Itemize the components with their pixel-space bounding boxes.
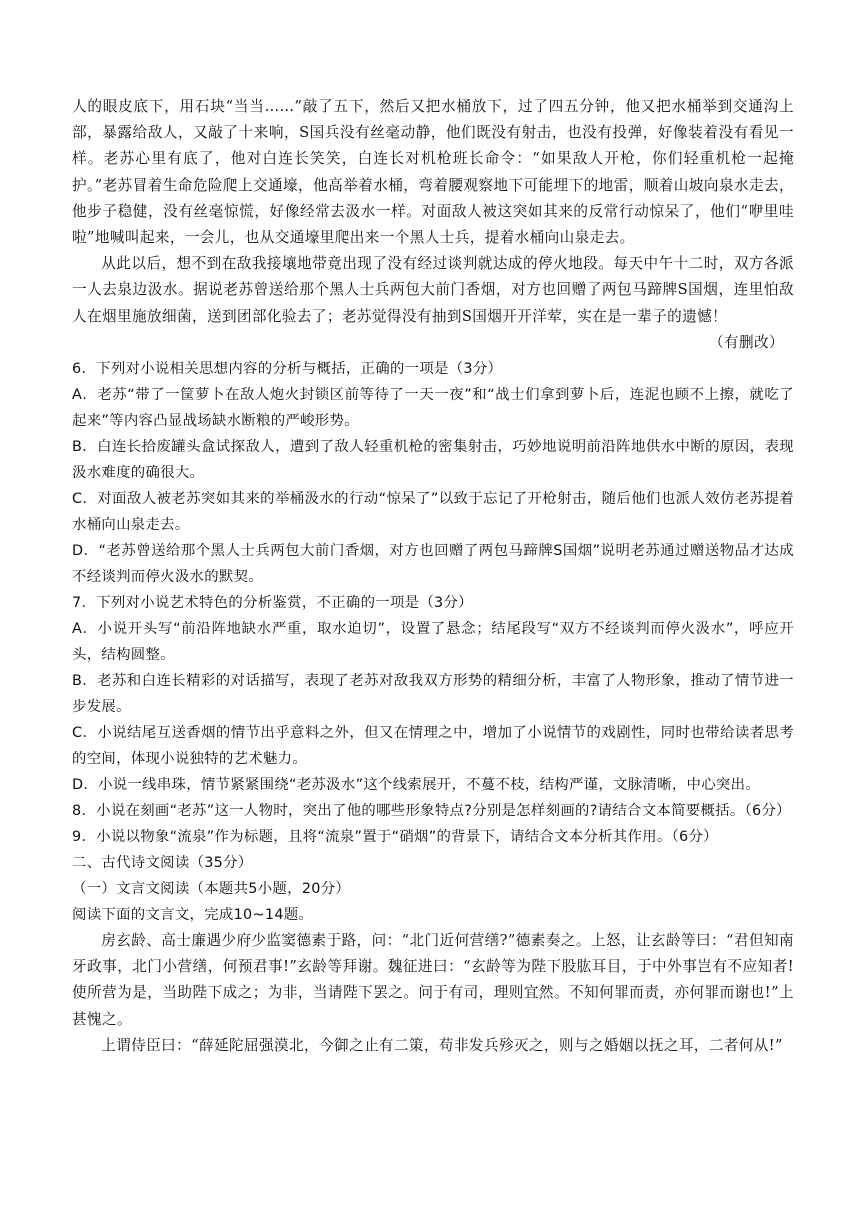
edit-note: （有删改） (709, 333, 784, 351)
classical-passage: 房玄龄、高士廉遇少府少监窦德素于路，问：“北门近何营缮?”德素奏之。上怒，让玄龄等曰：“君但知南牙政事，北门小营缮，何预君事!”玄龄等拜谢。魏征进曰：“玄龄等为陛下股肱耳目，于中外事岂有不应知者!使所营为是，当助陛下成之；为非，当请陛下罢之。问于有司，理则宜然。不知何罪而责，亦何罪而谢也!”上甚愧之。 (72, 932, 794, 1028)
exam-page (72, 94, 794, 1059)
classical-passage-2: 上谓侍臣曰：“薛延陀屈强漠北，今御之止有二策，苟非发兵殄灭之，则与之婚姻以抚之耳，二者何从!” (101, 1036, 783, 1054)
story-paragraph-final: 从此以后，想不到在敌我接壤地带竟出现了没有经过谈判就达成的停火地段。每天中午十二时，双方各派一人去泉边汲水。据说老苏曾送给那个黑人士兵两包大前门香烟，对方也回赠了两包马蹄牌S国烟，连里怕敌人在烟里施放细菌，送到团部化验去了；老苏觉得没有抽到S国烟开开洋荤，实在是一辈子的遗憾！ (72, 255, 794, 325)
question-6-option-a: A．老苏“带了一筐萝卜在敌人炮火封锁区前等待了一天一夜”和“战士们拿到萝卜后，连泥也顾不上擦，就吃了起来”等内容凸显战场缺水断粮的严峻形势。 (72, 387, 794, 430)
question-7: 7．下列对小说艺术特色的分析鉴赏，不正确的一项是（3分） (72, 595, 473, 612)
reading-instruction: 阅读下面的文言文，完成10~14题。 (72, 907, 314, 924)
subsection-heading: （一）文言文阅读（本题共5小题，20分） (72, 881, 351, 898)
story-paragraph: 人的眼皮底下，用石块“当当……”敲了五下，然后又把水桶放下，过了四五分钟，他又把水桶举到交通沟上部，暴露给敌人，又敲了十来响，S国兵没有丝毫动静，他们既没有射击，也没有投弹，好像装着没有看见一样。老苏心里有底了，他对白连长笑笑，白连长对机枪班长命令：“如果敌人开枪，你们轻重机枪一起掩护。”老苏冒着生命危险爬上交通壕，他高举着水桶，弯着腰观察地下可能埋下的地雷，顺着山坡向泉水走去，他步子稳健，没有丝毫惊慌，好像经常去汲水一样。对面敌人被这突如其来的反常行动惊呆了，他们“咿里哇啦”地喊叫起来，一会儿，也从交通壕里爬出来一个黑人士兵，提着水桶向山泉走去。 (72, 98, 794, 247)
question-7-option-c: C．小说结尾互送香烟的情节出乎意料之外，但又在情理之中，增加了小说情节的戏剧性，同时也带给读者思考的空间，体现小说独特的艺术魅力。 (72, 725, 794, 768)
question-9: 9．小说以物象“流泉”作为标题，且将“流泉”置于“硝烟”的背景下，请结合文本分析其作用。（6分） (72, 829, 718, 846)
question-8: 8．小说在刻画“老苏”这一人物时，突出了他的哪些形象特点?分别是怎样刻画的?请结合文本简要概括。（6分） (72, 803, 791, 820)
question-6: 6．下列对小说相关思想内容的分析与概括，正确的一项是（3分） (72, 361, 503, 378)
question-6-option-c: C．对面敌人被老苏突如其来的举桶汲水的行动“惊呆了”以致于忘记了开枪射击，随后他们也派人效仿老苏提着水桶向山泉走去。 (72, 491, 794, 534)
question-6-option-b: B．白连长拾废罐头盒试探敌人，遭到了敌人轻重机枪的密集射击，巧妙地说明前沿阵地供水中断的原因，表现汲水难度的确很大。 (72, 439, 794, 482)
question-7-option-b: B．老苏和白连长精彩的对话描写，表现了老苏对敌我双方形势的精细分析，丰富了人物形象，推动了情节进一步发展。 (72, 673, 794, 716)
question-7-option-d: D．小说一线串珠，情节紧紧围绕“老苏汲水”这个线索展开，不蔓不枝，结构严谨，文脉清晰，中心突出。 (72, 777, 760, 794)
section-heading: 二、古代诗文阅读（35分） (72, 855, 253, 872)
question-6-option-d: D．“老苏曾送给那个黑人士兵两包大前门香烟，对方也回赠了两包马蹄牌S国烟”说明老苏通过赠送物品才达成不经谈判而停火汲水的默契。 (72, 543, 794, 586)
question-7-option-a: A．小说开头写“前沿阵地缺水严重，取水迫切”，设置了悬念；结尾段写“双方不经谈判而停火汲水”，呼应开头，结构圆整。 (72, 621, 794, 664)
